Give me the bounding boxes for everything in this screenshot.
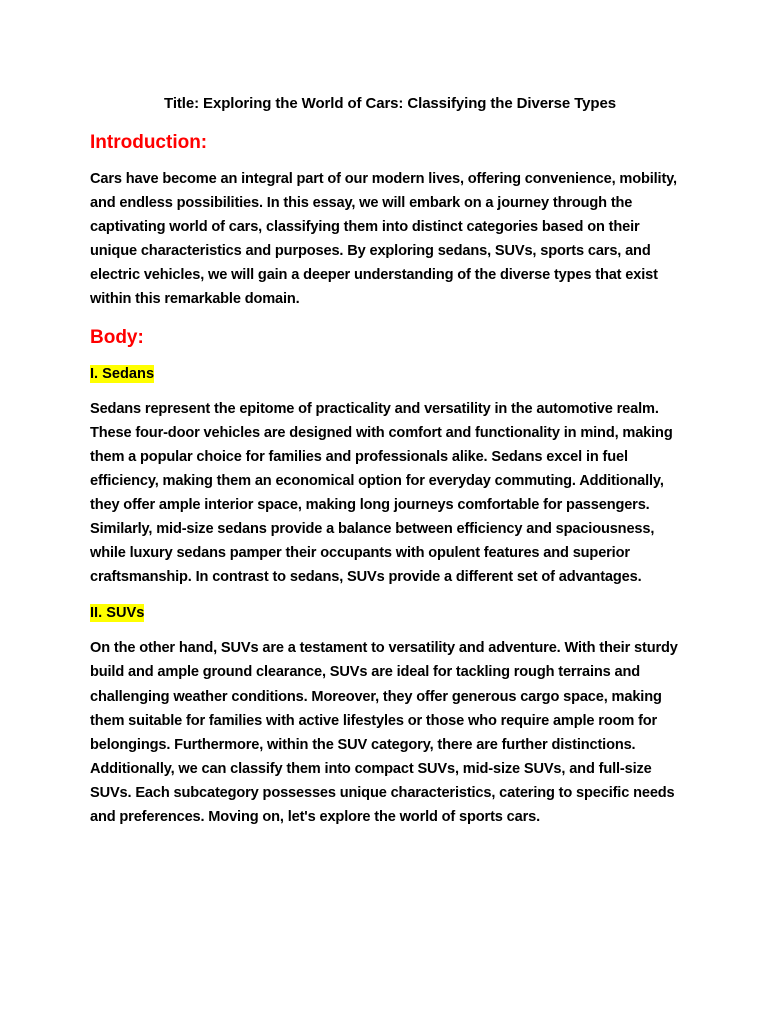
introduction-heading: Introduction: bbox=[90, 132, 208, 153]
highlighted-heading-text: II. SUVs bbox=[90, 605, 145, 622]
highlighted-heading-text: I. Sedans bbox=[90, 365, 155, 382]
section-heading-suvs bbox=[90, 601, 690, 625]
suvs-paragraph: On the other hand, SUVs are a testament to versatility and adventure. With their sturdy build and ample ground clearance, SUVs are ideal for tackling rough terrains and challenging weather conditions. Moreover, they offer generous cargo space, making them suitable for families with active lifestyles or those who require ample room for belongings. Furthermore, within the SUV category, there are further distinctions. Additionally, we can classify them into compact SUVs, mid-size SUVs, and full-size SUVs. Each subcategory possesses unique characteristics, catering to specific needs and preferences. Moving on, let's explore the world of sports cars. bbox=[90, 640, 678, 825]
section-heading-sedans bbox=[90, 362, 690, 386]
sedans-paragraph: Sedans represent the epitome of practicality and versatility in the automotive realm. These four-door vehicles are designed with comfort and functionality in mind, making them a popular choice for families and professionals alike. Sedans excel in fuel efficiency, making them an economical option for everyday commuting. Additionally, they offer ample interior space, making long journeys comfortable for passengers. Similarly, mid-size sedans provide a balance between efficiency and spaciousness, while luxury sedans pamper their occupants with opulent features and superior craftsmanship. In contrast to sedans, SUVs provide a different set of advantages. bbox=[90, 400, 673, 586]
document-title: Title: Exploring the World of Cars: Classifying the Diverse Types bbox=[164, 95, 616, 112]
document-page bbox=[90, 92, 690, 841]
body-heading: Body: bbox=[90, 326, 144, 348]
introduction-paragraph: Cars have become an integral part of our modern lives, offering convenience, mobility, and endless possibilities. In this essay, we will embark on a journey through the captivating world of cars, classifying them into distinct categories based on their unique characteristics and purposes. By exploring sedans, SUVs, sports cars, and electric vehicles, we will gain a deeper understanding of the diverse types that exist within this remarkable domain. bbox=[90, 171, 677, 308]
